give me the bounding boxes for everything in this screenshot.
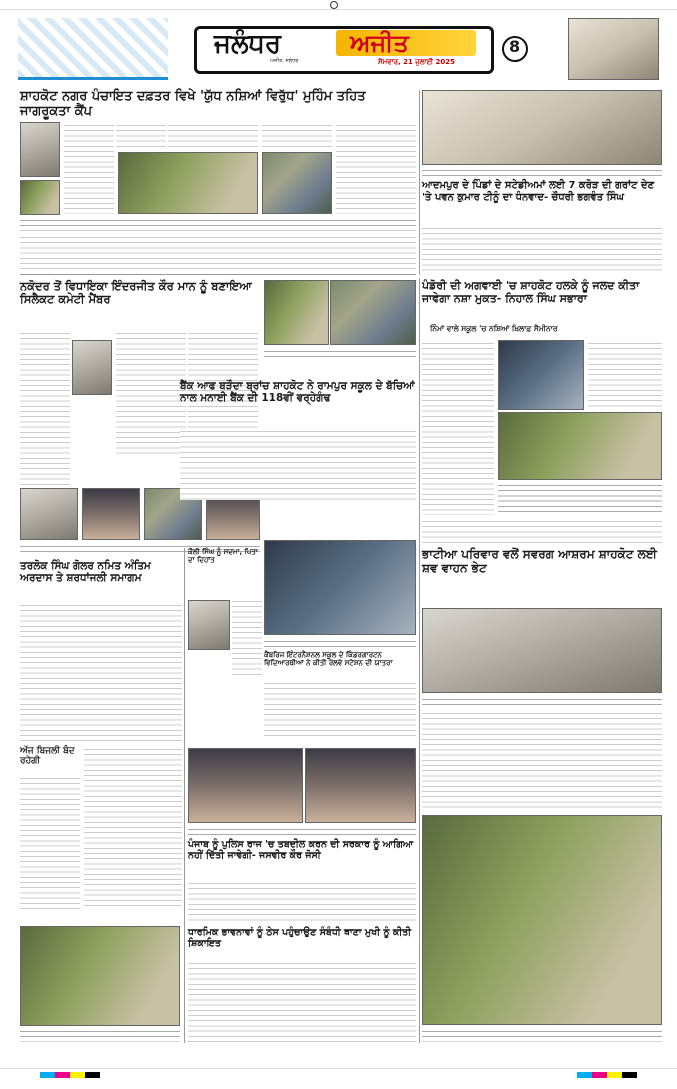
divider — [20, 274, 416, 275]
text-s11-caption — [188, 826, 416, 836]
photo-s3-man2 — [82, 488, 140, 540]
masthead-building-photo — [568, 18, 659, 80]
text-s4-caption — [498, 482, 662, 515]
headline-s12: ਧਾਰਮਿਕ ਭਾਵਨਾਵਾਂ ਨੂੰ ਠੇਸ ਪਹੁੰਚਾਉਣ ਸੰਬੰਧੀ ਥਾਣਾ ਮੁਖੀ ਨੂੰ ਕੀਤੀ ਸ਼ਿਕਾਇਤ — [188, 927, 412, 949]
column-divider — [184, 548, 185, 1043]
photo-s5-school2 — [330, 280, 416, 345]
text-s4-col2 — [588, 340, 662, 410]
print-marks-top — [0, 0, 677, 10]
masthead — [18, 18, 659, 80]
text-s9-caption — [264, 638, 416, 648]
color-bar — [577, 1072, 637, 1078]
text-s6-body — [20, 602, 182, 742]
text-s4-col1 — [422, 340, 494, 515]
photo-s9-students — [264, 540, 416, 635]
text-s1-bottom — [20, 234, 416, 272]
text-s6-body-cont — [84, 746, 182, 910]
headline-s6: ਤਰਲੋਕ ਸਿੰਘ ਗੋਲਰ ਨਮਿਤ ਅੰਤਿਮ ਅਰਦਾਸ ਤੇ ਸ਼ਰਧਾਂਜਲੀ ਸਮਾਗਮ — [20, 560, 151, 585]
masthead-title-left: ਜਲੰਧਰ — [214, 29, 282, 59]
masthead-pattern-left — [18, 18, 168, 80]
text-s2-caption — [422, 167, 662, 177]
text-s8-body — [422, 710, 662, 810]
photo-s4-audience — [498, 412, 662, 480]
headline-s1: ਸ਼ਾਹਕੋਟ ਨਗਰ ਪੰਚਾਇਤ ਦਫ਼ਤਰ ਵਿਖੇ 'ਯੁੱਧ ਨਸ਼ਿਆਂ ਵਿਰੁੱਧ' ਮੁਹਿੰਮ ਤਹਿਤ ਜਾਗਰੂਕਤਾ ਕੈਂਪ — [20, 89, 366, 119]
text-bottom-right-caption — [422, 1028, 662, 1042]
text-s1-col3 — [168, 122, 258, 150]
text-s2-body — [422, 225, 662, 275]
headline-s2: ਆਦਮਪੁਰ ਦੇ ਪਿੰਡਾਂ ਦੇ ਸਟੇਡੀਅਮਾਂ ਲਈ 7 ਕਰੋੜ ਦੀ ਗਰਾਂਟ ਦੇਣ 'ਤੇ ਪਵਨ ਕੁਮਾਰ ਟੀਨੂੰ ਦਾ ਧੰਨਵਾਦ- ਚੌਧਰੀ ਭਗਵੰਤ ਸਿੰਘ — [422, 180, 655, 203]
print-marks-bottom — [0, 1068, 677, 1089]
text-s1-col2 — [116, 122, 166, 150]
photo-s4-seminar — [498, 340, 584, 410]
photo-s11-rally2 — [305, 748, 416, 823]
photo-s8-hearse — [422, 608, 662, 693]
photo-s1-speaker — [20, 122, 60, 177]
subhead-s4: ਨਿੰਮਾਂ ਵਾਲੇ ਸਕੂਲ 'ਚ ਨਸ਼ਿਆਂ ਖ਼ਿਲਾਫ਼ ਸੈਮੀਨਾਰ — [430, 324, 558, 333]
registration-mark-icon — [330, 1, 338, 9]
text-s12-body — [188, 960, 416, 1042]
photo-s11-rally1 — [188, 748, 303, 823]
text-s7-body — [232, 598, 262, 678]
text-bottom-left-caption — [20, 1028, 180, 1042]
masthead-title-right: ਅਜੀਤ — [350, 29, 409, 57]
masthead-sub: ਅਜੀਤ, ਜਲੰਧਰ — [270, 58, 299, 64]
text-s8-caption — [422, 696, 662, 706]
photo-s7-portrait — [188, 600, 230, 650]
color-bar — [40, 1072, 100, 1078]
text-s9-body — [264, 680, 416, 740]
photo-s5-school1 — [264, 280, 329, 345]
headline-s5: ਬੈਂਕ ਆਫ ਬੜੌਦਾ ਬ੍ਰਾਂਚ ਸ਼ਾਹਕੋਟ ਨੇ ਰਾਮਪੁਰ ਸਕੂਲ ਦੇ ਬੱਚਿਆਂ ਨਾਲ ਮਨਾਈ ਬੈਂਕ ਦੀ 118ਵੀਂ ਵਰ੍ਹੇਗੰਢ — [180, 380, 415, 405]
headline-s9: ਕੈਂਬਰਿਜ ਇੰਟਰਨੈਸ਼ਨਲ ਸਕੂਲ ਦੇ ਕਿੰਡਰਗਾਰਟਨ ਵਿਦਿਆਰਥੀਆਂ ਨੇ ਕੀਤੀ ਰੇਲਵੇ ਸਟੇਸ਼ਨ ਦੀ ਯਾਤਰਾ — [264, 651, 393, 668]
photo-s1-group — [118, 152, 258, 214]
headline-s10: ਅੱਜ ਬਿਜਲੀ ਬੰਦ ਰਹੇਗੀ — [20, 746, 75, 767]
headline-s4: ਪੰਡੋਰੀ ਦੀ ਅਗਵਾਈ 'ਚ ਸ਼ਾਹਕੋਟ ਹਲਕੇ ਨੂੰ ਜਲਦ ਕੀਤਾ ਜਾਵੇਗਾ ਨਸ਼ਾ ਮੁਕਤ- ਨਿਹਾਲ ਸਿੰਘ ਸਭਾਰਾ — [422, 279, 640, 305]
photo-bottom-left-group — [20, 926, 180, 1026]
masthead-date: ਸੋਮਵਾਰ, 21 ਜੁਲਾਈ 2025 — [378, 58, 455, 66]
text-s4-extra — [422, 518, 662, 544]
page-number: 8 — [509, 37, 521, 56]
photo-s1-trees — [20, 180, 60, 215]
text-s1-col5 — [336, 122, 416, 214]
text-s10-body — [20, 775, 80, 910]
headline-s8: ਭਾਟੀਆ ਪਰਿਵਾਰ ਵਲੋਂ ਸਵਰਗ ਆਸ਼ਰਮ ਸ਼ਾਹਕੋਟ ਲਈ ਸ਼ਵ ਵਾਹਨ ਭੇਟ — [422, 547, 657, 575]
photo-s3-portrait — [72, 340, 112, 395]
headline-s11: ਪੰਜਾਬ ਨੂੰ ਪੁਲਿਸ ਰਾਜ 'ਚ ਤਬਦੀਲ ਕਰਨ ਦੀ ਸਰਕਾਰ ਨੂੰ ਆਗਿਆ ਨਹੀਂ ਦਿੱਤੀ ਜਾਵੇਗੀ- ਜਸਵੀਰ ਕੌਰ ਜੋਸੀ — [188, 839, 414, 861]
photo-s1-officials — [262, 152, 332, 214]
headline-s7: ਕੌਲੀ ਸਿੰਘ ਨੂੰ ਸਦਮਾ, ਪਿਤਾ ਦਾ ਦਿਹਾਂਤ — [188, 548, 258, 565]
text-s5-body — [180, 428, 416, 500]
column-divider — [419, 278, 420, 1043]
text-s1-caption — [20, 217, 416, 231]
text-s1-col1 — [64, 122, 114, 214]
photo-s3-man1 — [20, 488, 78, 540]
column-divider — [419, 90, 420, 275]
headline-s3: ਨਕੋਦਰ ਤੋਂ ਵਿਧਾਇਕਾ ਇੰਦਰਜੀਤ ਕੌਰ ਮਾਨ ਨੂੰ ਬਣਾਇਆ ਸਿਲੈਕਟ ਕਮੇਟੀ ਮੈਂਬਰ — [20, 279, 252, 307]
text-s11-body — [188, 880, 416, 924]
text-s1-col4 — [262, 122, 332, 150]
text-s5-caption — [264, 348, 416, 360]
text-s3-col2 — [116, 330, 186, 455]
text-s3-col1 — [20, 330, 70, 485]
photo-s2-group — [422, 90, 662, 165]
photo-bottom-right-group — [422, 815, 662, 1025]
